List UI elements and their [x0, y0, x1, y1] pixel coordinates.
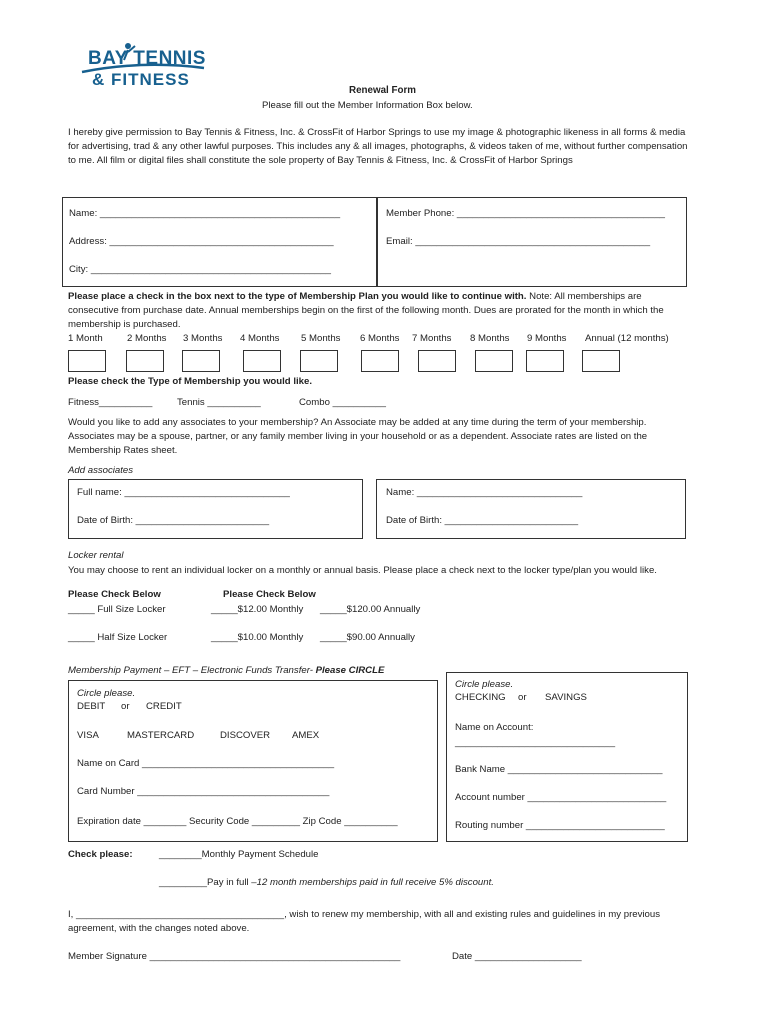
pay-in-full-option[interactable]: _________Pay in full –12 month memberships paid in full receive 5% discount. [159, 877, 494, 888]
plan-option-label: 8 Months [470, 333, 510, 344]
associate-full-name-field[interactable]: Full name: _______________________________ [77, 487, 290, 498]
half-monthly-option[interactable]: _____$10.00 Monthly [211, 632, 304, 643]
renewal-statement: I, _______________________________________, wish to renew my membership, with all and existing rules and guidelines in my previous agreement, with the changes noted above. [68, 909, 661, 934]
name-field[interactable]: Name: _____________________________________________ [69, 208, 341, 219]
form-subtitle: Please fill out the Member Information Box below. [262, 100, 473, 111]
plan-option-label: 7 Months [412, 333, 452, 344]
half-size-locker-option[interactable]: _____ Half Size Locker [68, 632, 168, 643]
logo-line2: & FITNESS [92, 70, 190, 89]
associate-dob-field-2[interactable]: Date of Birth: _________________________ [386, 515, 579, 526]
associate-dob-field[interactable]: Date of Birth: _________________________ [77, 515, 270, 526]
associates-heading: Add associates [68, 465, 134, 476]
tennis-field[interactable]: Tennis __________ [177, 397, 261, 408]
amex-option[interactable]: AMEX [292, 730, 320, 741]
email-field[interactable]: Email: ____________________________________________ [386, 236, 651, 247]
associates-intro: Would you like to add any associates to your membership? An Associate may be added at any time during the term of your membership. Associates may be a spouse, partner, or any family member living in your household or as a dependent. Associate rates are listed on the Membership Rates sheet. [68, 417, 648, 456]
permission-text: I hereby give permission to Bay Tennis & Fitness, Inc. & CrossFit of Harbor Springs to use my image & photographic likeness in all forms & media for advertising, trad & any other lawful purposes. This includes any & all images, photographs, & videos taken of me, without further compensation to me. All film or digital files shall constitute the sole property of Bay Tennis & Fitness, Inc. & CrossFit of Harbor Springs [68, 127, 688, 166]
form-title: Renewal Form [349, 85, 416, 96]
phone-field[interactable]: Member Phone: _______________________________________ [386, 208, 666, 219]
plan-option-label: 3 Months [183, 333, 223, 344]
logo-line1: BAY TENNIS [88, 48, 206, 69]
plan-instructions: Please place a check in the box next to the type of Membership Plan you would like to continue with. Note: All memberships are consecutive from purchase date. Annual memberships begin on the first of the following month. Dues are prorated for the month in which the membership is purchased. [68, 291, 664, 330]
name-on-account-label: Name on Account: [455, 722, 534, 733]
payment-heading: Membership Payment – EFT – Electronic Funds Transfer- Please CIRCLE [68, 665, 385, 676]
plan-checkbox-5-months[interactable] [300, 350, 338, 372]
card-number-field[interactable]: Card Number ____________________________________ [77, 786, 330, 797]
name-on-account-field[interactable]: ______________________________ [455, 737, 616, 748]
bank-circle-prompt: Circle please. [455, 679, 514, 690]
routing-number-field[interactable]: Routing number __________________________ [455, 820, 665, 831]
mastercard-option[interactable]: MASTERCARD [127, 730, 195, 741]
combo-field[interactable]: Combo __________ [299, 397, 386, 408]
or-label: or [518, 692, 527, 703]
plan-checkbox-annual[interactable] [582, 350, 620, 372]
plan-checkbox-6-months[interactable] [361, 350, 399, 372]
plan-option-label: 5 Months [301, 333, 341, 344]
full-monthly-option[interactable]: _____$12.00 Monthly [211, 604, 304, 615]
plan-checkbox-8-months[interactable] [475, 350, 513, 372]
locker-heading: Locker rental [68, 550, 124, 561]
locker-col2-heading: Please Check Below [223, 589, 316, 600]
full-size-locker-option[interactable]: _____ Full Size Locker [68, 604, 166, 615]
associate-name-field[interactable]: Name: _______________________________ [386, 487, 583, 498]
plan-checkbox-9-months[interactable] [526, 350, 564, 372]
plan-checkbox-2-months[interactable] [126, 350, 164, 372]
plan-checkbox-3-months[interactable] [182, 350, 220, 372]
expiration-security-zip-fields[interactable]: Expiration date ________ Security Code _________ Zip Code __________ [77, 816, 398, 827]
card-circle-prompt: Circle please. [77, 688, 136, 699]
member-signature-field[interactable]: Member Signature _______________________________________________ [68, 951, 401, 962]
full-annual-option[interactable]: _____$120.00 Annually [320, 604, 421, 615]
address-field[interactable]: Address: __________________________________________ [69, 236, 334, 247]
check-label: Check please: [68, 849, 133, 860]
bank-name-field[interactable]: Bank Name _____________________________ [455, 764, 663, 775]
plan-option-label: 4 Months [240, 333, 280, 344]
debit-option[interactable]: DEBIT [77, 701, 106, 712]
locker-text: You may choose to rent an individual locker on a monthly or annual basis. Please place a check next to the locker type/plan you would like. [68, 565, 657, 576]
plan-option-label: Annual (12 months) [585, 333, 669, 344]
credit-option[interactable]: CREDIT [146, 701, 182, 712]
account-number-field[interactable]: Account number __________________________ [455, 792, 667, 803]
checking-option[interactable]: CHECKING [455, 692, 506, 703]
monthly-schedule-option[interactable]: ________Monthly Payment Schedule [159, 849, 319, 860]
type-heading: Please check the Type of Membership you would like. [68, 376, 312, 387]
half-annual-option[interactable]: _____$90.00 Annually [320, 632, 415, 643]
date-field[interactable]: Date ____________________ [452, 951, 582, 962]
plan-option-label: 2 Months [127, 333, 167, 344]
savings-option[interactable]: SAVINGS [545, 692, 587, 703]
fitness-field[interactable]: Fitness__________ [68, 397, 153, 408]
plan-checkbox-7-months[interactable] [418, 350, 456, 372]
or-label: or [121, 701, 130, 712]
discover-option[interactable]: DISCOVER [220, 730, 271, 741]
plan-option-label: 1 Month [68, 333, 103, 344]
plan-checkbox-1-month[interactable] [68, 350, 106, 372]
locker-col1-heading: Please Check Below [68, 589, 161, 600]
name-on-card-field[interactable]: Name on Card ____________________________________ [77, 758, 335, 769]
plan-option-label: 9 Months [527, 333, 567, 344]
visa-option[interactable]: VISA [77, 730, 99, 741]
plan-option-label: 6 Months [360, 333, 400, 344]
city-field[interactable]: City: _____________________________________________ [69, 264, 331, 275]
plan-checkbox-4-months[interactable] [243, 350, 281, 372]
